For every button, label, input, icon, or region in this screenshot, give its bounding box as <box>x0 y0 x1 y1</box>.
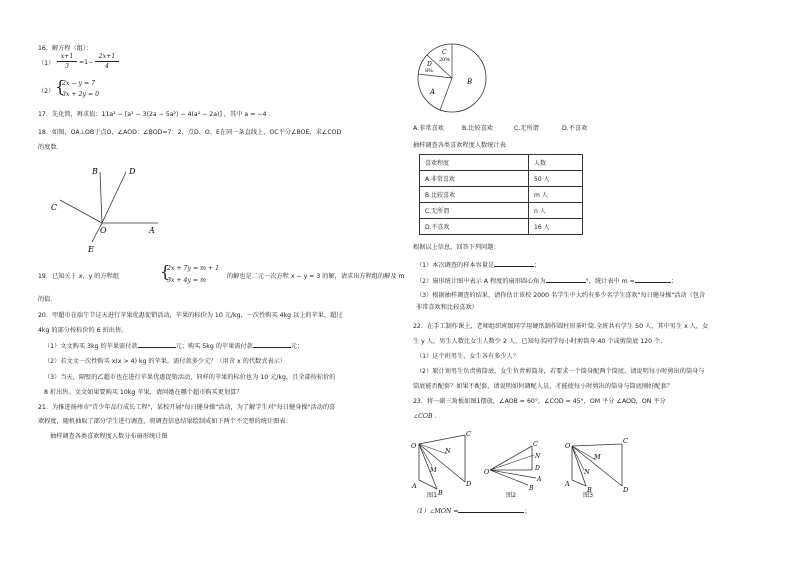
legend-d: D.不喜欢 <box>562 125 588 132</box>
q23-s1-b: ； <box>524 508 531 515</box>
q16-part1-label: （1） <box>38 60 55 67</box>
svg-text:N: N <box>535 453 541 460</box>
q16-frac2-num: 2x+1 <box>95 53 119 62</box>
svg-text:O: O <box>411 442 417 450</box>
q20-s1-c: 元； <box>290 343 304 350</box>
svg-text:C: C <box>466 430 471 438</box>
q16-brace: { <box>55 77 66 96</box>
legend-c: C.无所谓 <box>514 125 539 132</box>
svg-text:M: M <box>594 453 601 461</box>
q16-frac2-den: 4 <box>105 63 109 70</box>
table-row <box>420 219 583 235</box>
table-cell: A.非常喜欢 <box>420 171 529 187</box>
q20-line1: 20．甲超市在端午节这天进行苹果优惠促销活动，苹果的标价为 10 元/kg，一次性购买 4kg 以上的苹果，超过 <box>38 312 343 319</box>
q20-s1-a: （1）文文购买 3kg 的苹果需付款 <box>44 343 138 350</box>
q19-brace: { <box>160 262 171 281</box>
label-o: O <box>100 226 107 235</box>
pie-label-b: B <box>467 78 473 86</box>
q21-s2-b: °，统计表中 m = <box>585 278 635 285</box>
q23-figure-1 <box>407 428 477 500</box>
q21-blank-3[interactable] <box>635 276 671 283</box>
ray-oc <box>60 200 102 223</box>
q21-s3-line1: （3）根据抽样调查的结果，请你估计该校 2000 名学生中大约有多少名学生喜欢"每日健身操"活动（包含 <box>416 292 706 299</box>
svg-text:B: B <box>438 489 443 497</box>
q21-line1: 21．为推进扬州市"青少年品行成长工程"，某校开展"每日健身操"活动，为了解学生对"每日健身操"活动的喜 <box>38 404 336 411</box>
q21-blank-2[interactable] <box>546 276 586 283</box>
q21-s2-c: ； <box>670 278 678 285</box>
svg-text:C: C <box>533 440 538 448</box>
legend-a: A.非常喜欢 <box>413 125 444 132</box>
svg-text:C: C <box>623 437 628 445</box>
q22-line1: 22．在手工制作课上，老师组织班级同学用硬纸制作圆柱形茶叶筒.全班共有学生 50 人，其中男生 x 人，女 <box>413 323 709 330</box>
stats-table <box>419 154 583 235</box>
q16-title: 16．解方程（组）： <box>38 45 93 52</box>
q20-line2: 4kg 的部分按标价的 6 折出售。 <box>38 327 128 334</box>
fig3-caption: 图3 <box>583 492 594 499</box>
table-cell: B.比较喜欢 <box>420 187 529 203</box>
table-row <box>420 171 583 187</box>
q23-figure-3 <box>564 430 634 496</box>
q16-eq2: 3x + 2y = 0 <box>62 91 100 98</box>
svg-text:M: M <box>430 466 437 474</box>
q21-blank-1[interactable] <box>494 260 534 267</box>
q19-suffix: 的解也是二元一次方程 x − y = 3 的解，请求出方程组的解及 m <box>227 273 405 280</box>
q20-s3-line2: 8 折出售。文文如果要购买 10kg 苹果，请问她在哪个超市购买更划算？ <box>44 389 243 396</box>
svg-text:D: D <box>623 486 629 494</box>
q19-line2: 的值. <box>38 296 53 303</box>
q21-s1-a: （1）本次调查的样本容量是 <box>416 262 495 269</box>
label-a: A <box>149 226 155 235</box>
ray-ob <box>100 172 102 223</box>
svg-text:A: A <box>537 476 542 483</box>
label-d: D <box>129 167 136 176</box>
q21-s2-a: （2）扇形统计图中表示 A 程度的扇形圆心角为 <box>416 278 546 285</box>
ray-od <box>102 172 126 223</box>
q17-text: 17．先化简，再求值：11a² − [a² − 3(2a − 5a²) − 4(a² − 2a)] ，其中 a = −4 ． <box>38 111 275 118</box>
fig1-caption: 图1 <box>427 492 438 499</box>
table-title: 抽样调查各类喜欢程度人数统计表 <box>413 142 506 149</box>
table-cell: 50 人 <box>529 171 583 187</box>
q21-s1 <box>416 260 540 270</box>
q23-line1: 23．将一副三角板如图1摆放，∠AOB = 60°，∠COD = 45°，OM 平分 ∠AOD，ON 平分 <box>413 398 666 405</box>
svg-text:B: B <box>529 485 534 492</box>
label-e: E <box>88 245 94 254</box>
q20-s3-line1: （3）当天，隔壁的乙超市也在进行苹果优惠促销活动，同样的苹果的标价也为 10 元/kg，且全部按标价的 <box>44 374 336 381</box>
pie-label-c-pct: 20% <box>439 57 451 63</box>
q18-line2: 的度数. <box>38 144 59 151</box>
q18-line1: 18．如图，OA⊥OB于点O，∠AOD：∠BOD=7：2，点D、O、E在同一条直线上，OC平分∠BOE，求∠COD <box>38 129 342 136</box>
table-cell: 16 人 <box>529 219 583 235</box>
pie-label-c: C <box>442 49 447 56</box>
q23-s1 <box>413 506 531 516</box>
q23-figure-2 <box>484 440 554 492</box>
table-row <box>420 203 583 219</box>
table-header-cell: 喜欢程度 <box>420 155 529 171</box>
label-c: C <box>51 203 58 212</box>
q22-s2-line1: （2）原计划男生负责剪筒底，女生负责剪筒身，若要求一个筒身配两个筒底，请说明每小时剪出的筒身与 <box>416 368 705 375</box>
svg-text:B: B <box>587 486 592 494</box>
q19-eq1: 2x + 7y = m + 1 <box>167 265 220 272</box>
q16-eq1: 2x − y = 7 <box>62 80 96 87</box>
q22-s1: （1）这个班男生、女生各有多少人？ <box>416 353 519 360</box>
svg-text:D: D <box>466 480 472 488</box>
q21-s3-line2: 非常喜欢和比较喜欢） <box>416 304 478 311</box>
q23-blank-1[interactable] <box>458 506 524 513</box>
q21-intro: 根据以上信息，回答下列问题： <box>413 244 500 251</box>
table-header-row <box>420 155 583 171</box>
q16-frac1-num: x+1 <box>57 53 77 62</box>
svg-text:N: N <box>445 447 451 455</box>
q18-angle-figure <box>40 160 180 260</box>
q19-prefix: 19．已知关于 x，y 的方程组 <box>38 273 120 280</box>
q16-mid: =1− <box>79 59 94 66</box>
q20-s2: （2）若文文一次性购买 x(x > 4) kg 的苹果，需付款多少元？（用含 x 的代数式表示） <box>44 358 286 365</box>
q21-s1-b: ； <box>534 262 541 269</box>
q21-pie-chart <box>410 38 494 118</box>
q19-eq2: 3x + 4y = m <box>167 277 206 284</box>
q23-line2: ∠COB ． <box>413 413 441 420</box>
label-b: B <box>92 167 98 176</box>
q20-blank-2[interactable] <box>253 341 291 348</box>
pie-label-d: D <box>427 61 432 68</box>
svg-text:O: O <box>484 468 490 476</box>
q20-s1 <box>44 341 303 351</box>
svg-text:A: A <box>412 482 417 490</box>
q20-s1-b: 元；购买 5kg 的苹果需付款 <box>175 343 253 350</box>
table-cell: C.无所谓 <box>420 203 529 219</box>
svg-text:D: D <box>535 465 540 472</box>
q22-s2-line2: 筒底能否配套？如果不配套，请说明如何调配人员，才能使每小时剪出的筒身与筒底刚好配套？ <box>413 383 673 390</box>
pie-label-a: A <box>430 88 436 96</box>
q16-frac1-den: 3 <box>65 63 69 70</box>
q23-s1-a: （1）∠MON = <box>413 508 459 515</box>
svg-text:N: N <box>584 468 590 476</box>
table-cell: n 人 <box>529 203 583 219</box>
table-row <box>420 187 583 203</box>
q16-part2-label: （2） <box>38 88 55 95</box>
q20-blank-1[interactable] <box>138 341 176 348</box>
q21-pie-title: 抽样调查各类喜欢程度人数分布扇形统计图 <box>50 433 168 440</box>
q21-line2: 欢程度，随机抽取了部分学生进行调查，将调查信息结果绘制成如下两个不完整的统计图表： <box>38 418 292 425</box>
svg-text:A: A <box>565 480 570 488</box>
pie-label-d-pct: 8% <box>425 68 433 74</box>
fig2-caption: 图2 <box>506 492 517 499</box>
table-header-cell: 人数 <box>529 155 583 171</box>
q22-line2: 生 y 人，男生人数比女生人数少 2 人，已知每名同学每小时剪筒身 40 个或剪筒底 120 个. <box>413 338 663 345</box>
svg-text:O: O <box>565 442 571 450</box>
table-cell: m 人 <box>529 187 583 203</box>
table-cell: D.不喜欢 <box>420 219 529 235</box>
legend-b: B.比较喜欢 <box>462 125 493 132</box>
q21-s2 <box>416 276 677 286</box>
